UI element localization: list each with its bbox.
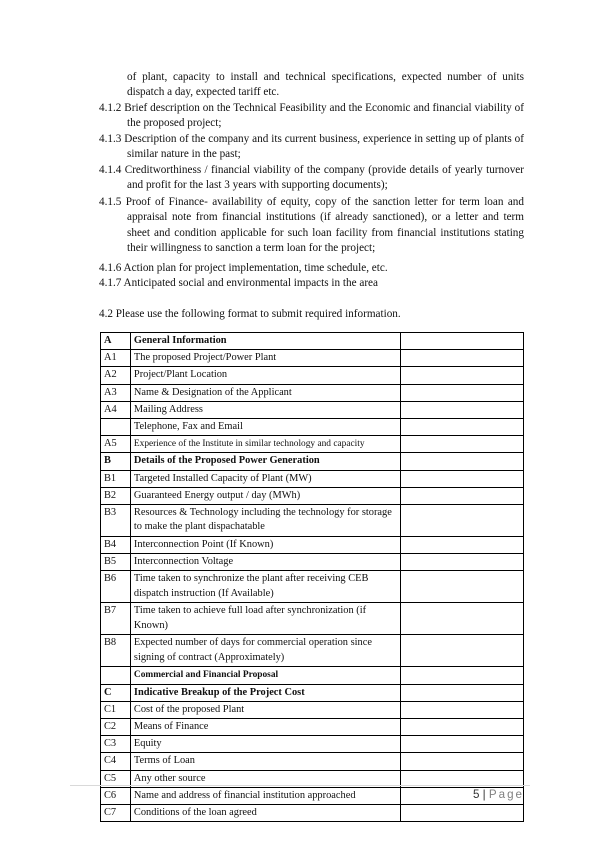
row-label: Any other source (130, 770, 400, 787)
row-code: A4 (101, 401, 131, 418)
row-code: C3 (101, 736, 131, 753)
row-label: Conditions of the loan agreed (130, 805, 400, 822)
row-code: A1 (101, 350, 131, 367)
row-value-cell[interactable] (400, 554, 523, 571)
row-label: Commercial and Financial Proposal (130, 667, 400, 684)
para-4-2: 4.2 Please use the following format to submit required information. (99, 308, 401, 320)
row-label: Means of Finance (130, 719, 400, 736)
row-code: C5 (101, 770, 131, 787)
row-value-cell[interactable] (400, 350, 523, 367)
table-row (101, 505, 524, 537)
para-4-1-2: 4.1.2 Brief description on the Technical Feasibility and the Economic and financial viability of the proposed project; (99, 102, 524, 130)
row-label: Targeted Installed Capacity of Plant (MW) (130, 470, 400, 487)
table-row (101, 736, 524, 753)
row-code: A2 (101, 367, 131, 384)
table-row (101, 684, 524, 701)
row-value-cell[interactable] (400, 419, 523, 436)
row-value-cell[interactable] (400, 537, 523, 554)
table-row (101, 350, 524, 367)
table-row (101, 436, 524, 453)
table-row (101, 554, 524, 571)
row-code: B6 (101, 571, 131, 603)
row-code: C2 (101, 719, 131, 736)
row-label: The proposed Project/Power Plant (130, 350, 400, 367)
footer-separator: | (482, 788, 486, 801)
page-label: Page (488, 788, 524, 801)
footer-divider (70, 785, 530, 786)
row-code: C1 (101, 701, 131, 718)
row-label: Time taken to achieve full load after synchronization (if Known) (130, 603, 400, 635)
row-value-cell[interactable] (400, 635, 523, 667)
row-value-cell[interactable] (400, 436, 523, 453)
row-label: Telephone, Fax and Email (130, 419, 400, 436)
row-code: A5 (101, 436, 131, 453)
row-label: Equity (130, 736, 400, 753)
row-label: Interconnection Point (If Known) (130, 537, 400, 554)
row-value-cell[interactable] (400, 401, 523, 418)
row-label: Cost of the proposed Plant (130, 701, 400, 718)
row-code: C6 (101, 787, 131, 804)
row-code: C (101, 684, 131, 701)
page-number: 5 (472, 788, 480, 801)
table-row (101, 487, 524, 504)
table-row (101, 453, 524, 470)
row-label: Guaranteed Energy output / day (MWh) (130, 487, 400, 504)
table-row (101, 419, 524, 436)
para-4-1-5: 4.1.5 Proof of Finance- availability of equity, copy of the sanction letter for term loan and appraisal note from financial institutions (if already sanctioned), or a letter and term sheet and condition applicable for such loan facility from financial institutions stating their willingness to sanction a term loan for the project; (99, 196, 524, 255)
row-label: General Information (130, 333, 400, 350)
row-value-cell[interactable] (400, 384, 523, 401)
row-code: B7 (101, 603, 131, 635)
table-row (101, 667, 524, 684)
row-value-cell[interactable] (400, 719, 523, 736)
table-row (101, 787, 524, 804)
row-code: C4 (101, 753, 131, 770)
table-row (101, 537, 524, 554)
table-row (101, 401, 524, 418)
row-label: Project/Plant Location (130, 367, 400, 384)
table-row (101, 367, 524, 384)
para-4-1-6: 4.1.6 Action plan for project implementation, time schedule, etc. (99, 262, 388, 274)
row-label: Terms of Loan (130, 753, 400, 770)
row-label: Resources & Technology including the technology for storage to make the plant dispachatable (130, 505, 400, 537)
table-row (101, 571, 524, 603)
row-label: Expected number of days for commercial operation since signing of contract (Approximately) (130, 635, 400, 667)
para-4-1-4: 4.1.4 Creditworthiness / financial viability of the company (provide details of yearly turnover and profit for the last 3 years with supporting documents); (99, 164, 524, 192)
row-value-cell[interactable] (400, 736, 523, 753)
row-value-cell[interactable] (400, 753, 523, 770)
row-label: Mailing Address (130, 401, 400, 418)
row-code: B3 (101, 505, 131, 537)
row-code: B2 (101, 487, 131, 504)
row-code: B5 (101, 554, 131, 571)
row-code: A (101, 333, 131, 350)
row-blank-cell (400, 667, 523, 684)
table-row (101, 805, 524, 822)
para-4-1-7: 4.1.7 Anticipated social and environmental impacts in the area (99, 277, 378, 289)
row-label: Name & Designation of the Applicant (130, 384, 400, 401)
row-label: Indicative Breakup of the Project Cost (130, 684, 400, 701)
para-continuation: of plant, capacity to install and technical specifications, expected number of units dispatch a day, expected tariff etc. (127, 71, 524, 99)
information-format-table (100, 332, 524, 822)
row-code: C7 (101, 805, 131, 822)
row-value-cell[interactable] (400, 505, 523, 537)
table-row (101, 603, 524, 635)
row-value-cell[interactable] (400, 701, 523, 718)
para-4-1-3: 4.1.3 Description of the company and its current business, experience in setting up of plants of similar nature in the past; (99, 133, 524, 161)
row-code: B (101, 453, 131, 470)
row-value-cell[interactable] (400, 571, 523, 603)
row-value-cell[interactable] (400, 487, 523, 504)
row-label: Time taken to synchronize the plant after receiving CEB dispatch instruction (If Available) (130, 571, 400, 603)
row-code: B1 (101, 470, 131, 487)
row-label: Details of the Proposed Power Generation (130, 453, 400, 470)
page-footer (473, 788, 524, 801)
table-row (101, 384, 524, 401)
row-value-cell[interactable] (400, 603, 523, 635)
row-code (101, 667, 131, 684)
row-code: B4 (101, 537, 131, 554)
table-row (101, 701, 524, 718)
table-row (101, 333, 524, 350)
row-blank-cell (400, 333, 523, 350)
row-label: Experience of the Institute in similar technology and capacity (130, 436, 400, 453)
row-value-cell[interactable] (400, 470, 523, 487)
table-row (101, 753, 524, 770)
row-code (101, 419, 131, 436)
row-label: Interconnection Voltage (130, 554, 400, 571)
row-label: Name and address of financial institution approached (130, 787, 400, 804)
row-value-cell[interactable] (400, 367, 523, 384)
row-blank-cell (400, 684, 523, 701)
row-code: A3 (101, 384, 131, 401)
row-code: B8 (101, 635, 131, 667)
row-value-cell[interactable] (400, 805, 523, 822)
row-blank-cell (400, 453, 523, 470)
table-row (101, 719, 524, 736)
table-row (101, 635, 524, 667)
table-row (101, 470, 524, 487)
